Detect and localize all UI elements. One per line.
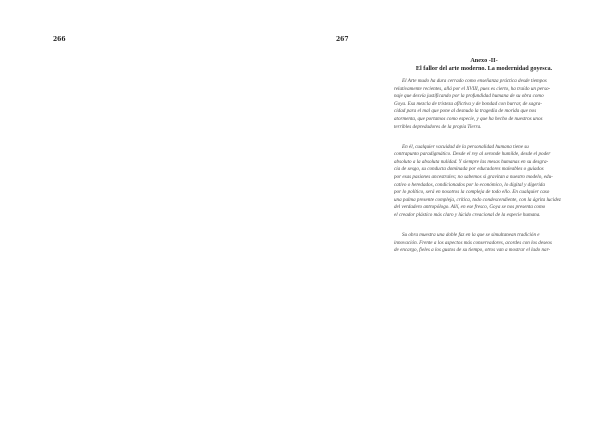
text-line: Su obra muestra una doble faz en la que se simultanean tradición e	[402, 232, 540, 239]
annex-title: Anexo -II-	[470, 57, 498, 64]
right-page-number: 267	[336, 36, 349, 43]
text-line: el creador plástico más claro y lúcido creacional de la especie humana.	[394, 212, 541, 218]
body-text	[394, 78, 577, 267]
annex-subtitle: El fallor del arte moderno. La modernidad goyesca.	[415, 65, 553, 72]
text-line: por lo político, será en nosotros la compleja de todo ello. En cualquier caso	[394, 189, 550, 196]
text-line: absoluto a la absoluta nulidad. Y siempre las mesas humanas en su desgra-	[394, 158, 549, 165]
text-line: innovación. Frente a los aspectos más conservadores, acordes con los deseos	[394, 239, 552, 246]
left-page-number: 266	[53, 36, 66, 43]
paragraph-2	[394, 144, 577, 220]
text-line: terribles depredadores de la propia Tierra.	[394, 123, 482, 130]
text-line: Goya. Esa mezcla de tristeza aflictiva y de bondad con burrar, de sagra-	[394, 100, 542, 107]
text-line: En él, cualquier vacuidad de la personalidad humana tiene su	[402, 143, 529, 150]
text-line: cia de sesgo, su conducta dominada por educadores maleables o guiados	[394, 166, 544, 173]
text-line: El Arte mudo ha dura cerrado como enseñanza práctica desde tiempos	[402, 78, 547, 84]
paragraph-3	[394, 232, 577, 255]
text-line: por esas pasiones ancestrales; no sabemos si gravitan a nuestro modelo, edu-	[394, 174, 553, 181]
text-line: cidad para el mal que pone al desnudo la tragedia de morida que nos	[394, 108, 537, 115]
paragraph-1	[394, 78, 577, 131]
text-line: cativo o heredados, condicionados por lo económico, lo digital y digerida	[394, 181, 545, 188]
text-line: naje que desvía justificando por la profundidad humana de su obra como	[394, 93, 544, 100]
text-line: de encargo, fieles a los gustos de su tiempo, otros van a mostrar el lado nar-	[394, 247, 551, 254]
text-line: una palma presente compleja, crítica, todo condescendiente, con la ágrita lucidez	[394, 196, 561, 203]
text-line: atormenta, que portamos como especie, y que ha hecho de nuestros unos	[394, 115, 543, 122]
text-line: relativamente recientes, allá por el XVIII, pues es cierto, ha traído un perso-	[394, 85, 551, 92]
right-page	[300, 0, 600, 424]
text-line: del verdadero antropólogo. Allí, en ese fresco, Goya se nos presenta como	[394, 204, 546, 211]
text-line: contrapunto paradigmático. Desde el rey al seronde humilde, desde el poder	[394, 151, 551, 158]
